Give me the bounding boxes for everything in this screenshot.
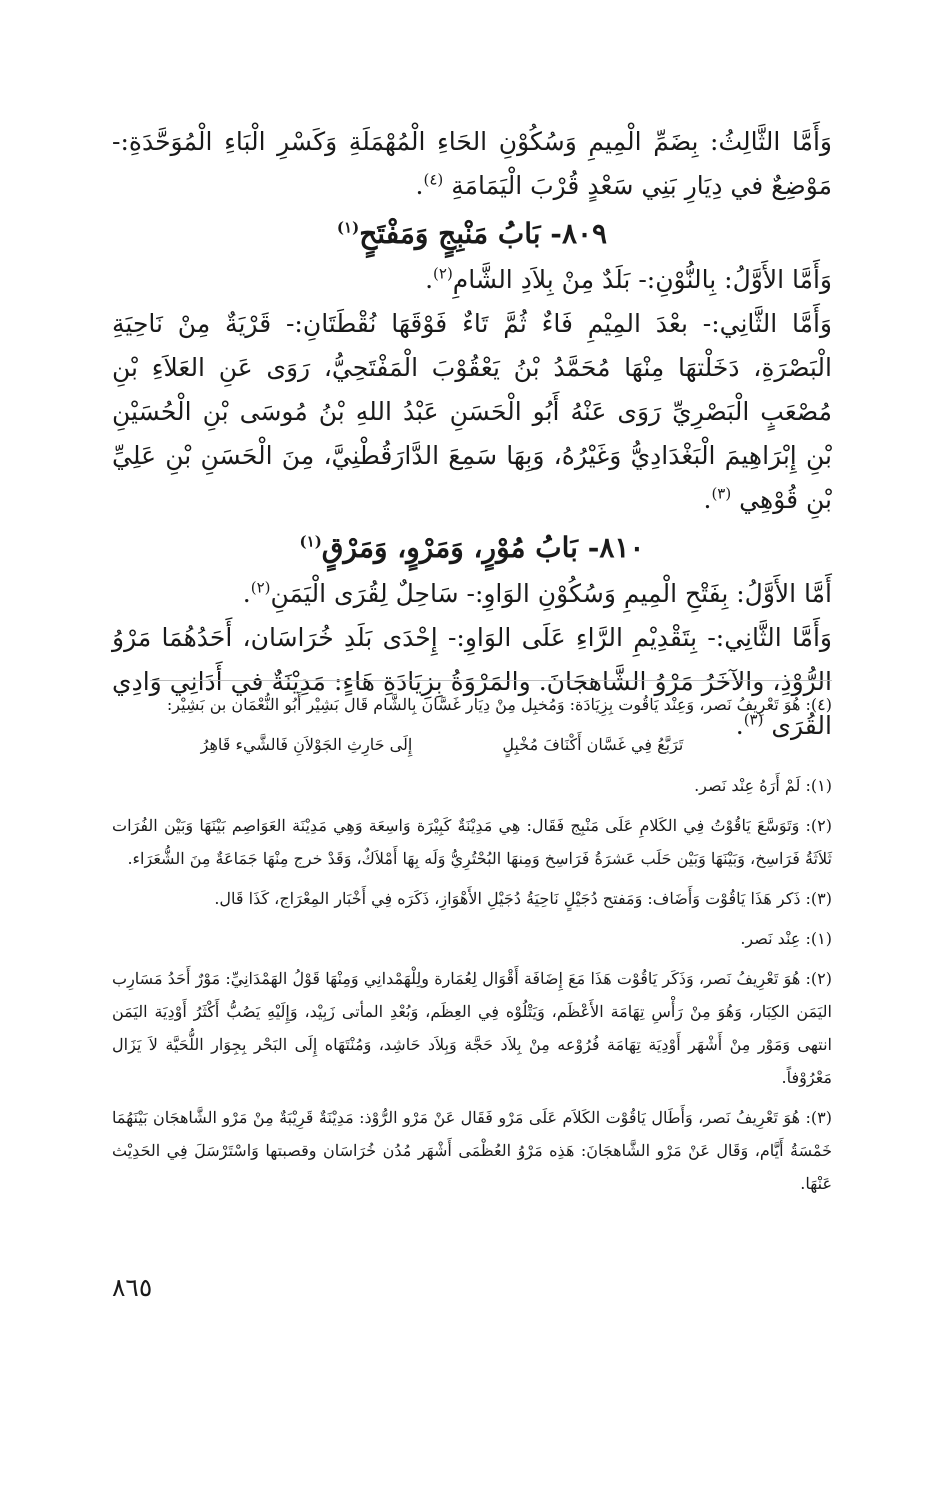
- section-heading-810: [112, 524, 832, 572]
- footnote-2: (٢): وَتَوَسَّعَ يَاقُوْتُ فِي الكَلامِ عَلَى مَنْبِج فَقَال: هِي مَدِيْنَةٌ كَبِيْرَة وَاسِعَة وَهِي مَدِيْنَة العَوَاصِم بَيْنَهَا وَبَيْن الفُرَات ثَلاَثَةُ فَرَاسِخ، وَبَيْنَهَا وَبَيْن حَلَب عَشرَةُ فَرَاسِخ وَمِنهَا البُحْتُرِيُّ وَلَه بِهَا أَمْلاَكٌ، وَقَدْ خرج مِنْهَا جَمَاعَةٌ مِنَ الشُّعَرَاء.: [112, 816, 832, 868]
- paragraph-text: وَأَمَّا الثَّالِثُ: بِضَمِّ الْمِيمِ وَسُكُوْنِ الحَاءِ الْمُهْمَلَةِ وَكَسْرِ الْبَاءِ الْمُوَحَّدَةِ:- مَوْضِعٌ في دِيَارِ بَنِي سَعْدٍ قُرْبَ الْيَمَامَةِ: [112, 127, 832, 200]
- footnote-2: (٢): هُوَ تَعْرِيفُ نَصر، وَذَكَر يَاقُوْت هَذَا مَعَ إِضَافَة أَقْوَال لِعُمَارة ولِلْهَمْدانِي وَمِنْهَا قَوْلُ الهَمْدَانِيِّ: مَوْرٌ أَحَدُ مَسَارِب اليَمَن الكِبَار، وَهُوَ مِنْ رَأْسِ تِهَامَة الأَعْظَم، وَيَتْلُوْه فِي العِظَم، وَبُعْدِ المأتى زَبِيْد، وَإِلَيْهِ يَصُبُّ أَكْثَرُ أَوْدِيَة اليَمَن انتهى وَمَوْر مِنْ أَشْهَر أَوْدِيَة تِهَامَة فُرُوْعه مِنْ بِلاَد حَجَّة وَبِلاَد حَاشِد، وَمُنْتَهَاه إِلَى البَحْر بِجِوَار اللُّحَيَّة لاَ يَزَال مَعْرُوْفاً.: [112, 969, 832, 1087]
- paragraph-second-entry: وَأَمَّا الثَّانِي:- بعْدَ المِيْمِ فَاءٌ ثُمَّ تَاءٌ فَوْقَهَا نُقْطَتَانِ:- قَرْيَةٌ مِنْ نَاحِيَةِ الْبَصْرَةِ، دَخَلْتهَا مِنْهَا مُحَمَّدُ بْنُ يَعْقُوْبَ الْمَفْتَحِيُّ، رَوَى عَنِ العَلاَءِ بْنِ مُصْعَبٍ الْبَصْرِيِّ رَوَى عَنْهُ أَبُو الْحَسَنِ عَبْدُ اللهِ بْنُ مُوسَى بْنِ الْحُسَيْنِ بْنِ إِبْرَاهِيمَ الْبَغْدَادِيُّ وَغَيْرُهُ، وَبِهَا سَمِعَ الدَّارَقُطْنِيَّ، مِنَ الْحَسَنِ بْنِ عَلِيِّ بْنِ قُوْهِي $^{(٣)}$.: [112, 309, 832, 514]
- footnote-ref[interactable]: (١): [299, 532, 322, 551]
- poem-verse: [112, 728, 832, 761]
- footnote-3: (٣): ذَكر هَذَا يَاقُوْت وَأَضَاف: وَمَفتح دُجَيْلٍ نَاحِيَةُ دُجَيْلِ الأَهْوَازِ، ذَكَرَه فِي أَخْبَار المِعْرَاج، كَذَا قَال.: [214, 889, 832, 908]
- paragraph-text: وَأَمَّا الأَوَّلُ: بِالنُّوْنِ:- بَلَدٌ مِنْ بِلاَدِ الشَّامِ: [452, 265, 832, 294]
- footnote-1: (١): لَمْ أَرَهُ عِنْد نَصر.: [694, 776, 832, 795]
- paragraph-third-entry: وَأَمَّا الثَّالِثُ: بِضَمِّ الْمِيمِ وَسُكُوْنِ الحَاءِ الْمُهْمَلَةِ وَكَسْرِ الْبَاءِ الْمُوَحَّدَةِ:- مَوْضِعٌ في دِيَارِ بَنِي سَعْدٍ قُرْبَ الْيَمَامَةِ $^{(٤)}$.: [112, 127, 832, 200]
- poem-first-hemistich: تَرَبَّعُ فِي غَسَّان أَكْنَافَ مُخْبِلٍ: [502, 735, 684, 754]
- section-heading-809: [112, 210, 832, 258]
- footnote-ref[interactable]: (٣): [743, 710, 764, 729]
- paragraph-text: أَمَّا الأَوَّلُ: بِفَتْحِ الْمِيمِ وَسُكُوْنِ الوَاوِ:- سَاحِلٌ لِقُرَى الْيَمَنِ: [270, 579, 832, 608]
- paragraph-first-entry: أَمَّا الأَوَّلُ: بِفَتْحِ الْمِيمِ وَسُكُوْنِ الوَاوِ:- سَاحِلٌ لِقُرَى الْيَمَنِ$^{(٢)}$.: [242, 578, 832, 608]
- paragraph-first-entry: وَأَمَّا الأَوَّلُ: بِالنُّوْنِ:- بَلَدٌ مِنْ بِلاَدِ الشَّامِ$^{(٢)}$.: [425, 264, 832, 294]
- footnote-ref[interactable]: (٣): [711, 484, 732, 503]
- main-text: [112, 120, 832, 748]
- paragraph-second-entry: وَأَمَّا الثَّانِي:- بِتَقْدِيْمِ الرَّاءِ عَلَى الوَاوِ:- إِحْدَى بَلَدِ خُرَاسَان، أَحَدُهُمَا مَرْوُ الرُّوْذِ، والآخَرُ مَرْوُ الشَّاهجَانَ. والمَرْوَةُ بِزِيَادَةِ هَاءٍ: مَدِيْنَةٌ في أَدَانِي وَادِي القُرَى $^{(٣)}$.: [112, 623, 832, 740]
- page-number: ٨٦٥: [112, 1273, 153, 1302]
- paragraph-text: وَأَمَّا الثَّانِي:- بعْدَ المِيْمِ فَاءٌ ثُمَّ تَاءٌ فَوْقَهَا نُقْطَتَانِ:- قَرْيَةٌ مِنْ نَاحِيَةِ الْبَصْرَةِ، دَخَلْتهَا مِنْهَا مُحَمَّدُ بْنُ يَعْقُوْبَ الْمَفْتَحِيُّ، رَوَى عَنِ العَلاَءِ بْنِ مُصْعَبٍ الْبَصْرِيِّ رَوَى عَنْهُ أَبُو الْحَسَنِ عَبْدُ اللهِ بْنُ مُوسَى بْنِ الْحُسَيْنِ بْنِ إِبْرَاهِيمَ الْبَغْدَادِيُّ وَغَيْرُهُ، وَبِهَا سَمِعَ الدَّارَقُطْنِيَّ، مِنَ الْحَسَنِ بْنِ عَلِيِّ بْنِ قُوْهِي: [112, 309, 832, 514]
- footnote-ref[interactable]: (١): [336, 218, 360, 237]
- footnote-ref[interactable]: (٢): [433, 264, 453, 283]
- footnote-ref[interactable]: (٢): [250, 578, 271, 597]
- poem-second-hemistich: إِلَى حَارِثِ الجَوْلاَنِ فَالشَّيء قَاهِرُ: [200, 735, 413, 754]
- heading-text: ٨١٠- بَابُ مُوْرٍ، وَمَرْوٍ، وَمَرْقٍ: [321, 531, 645, 564]
- footnote-4: (٤): هُوَ تَعْرِيفُ نَصر، وَعِنْد يَاقُوت بِزِيَادَة: وَمُخبِل مِنْ دِيَار غَسَّان بِالشَّام قَال بَشِيْر أَبُو النُّعْمَان بن بَشِيْر:: [166, 695, 832, 714]
- footnotes: [112, 688, 832, 1207]
- footnote-ref[interactable]: (٤): [423, 170, 444, 189]
- footnote-3: (٣): هُوَ تَعْرِيفُ نَصر، وَأَطَال يَاقُوْت الكَلاَم عَلَى مَرْو فَقَال عَنْ مَرْو الرُّوْذ: مَدِيْنَةٌ قَرِيْبَةٌ مِنْ مَرْو الشَّاهجَان بَيْنَهُمَا خَمْسَةُ أَيَّام، وَقَال عَنْ مَرْو الشَّاهجَانَ: هَذِه مَرْوُ العُظْمَى أَشْهَر مُدُن خُرَاسَان وقصبتها وَاسْتَرْسَلَ فِي الحَدِيْث عَنْهَا.: [112, 1108, 832, 1193]
- footnote-divider: [150, 680, 832, 681]
- footnote-1: (١): عِنْد نَصر.: [740, 929, 832, 948]
- heading-text: ٨٠٩- بَابُ مَنْبِجٍ وَمَفْتَحٍ: [359, 217, 608, 250]
- paragraph-text: وَأَمَّا الثَّانِي:- بِتَقْدِيْمِ الرَّاءِ عَلَى الوَاوِ:- إِحْدَى بَلَدِ خُرَاسَان، أَحَدُهُمَا مَرْوُ الرُّوْذِ، والآخَرُ مَرْوُ الشَّاهجَانَ. والمَرْوَةُ بِزِيَادَةِ هَاءٍ: مَدِيْنَةٌ في أَدَانِي وَادِي القُرَى: [112, 623, 832, 740]
